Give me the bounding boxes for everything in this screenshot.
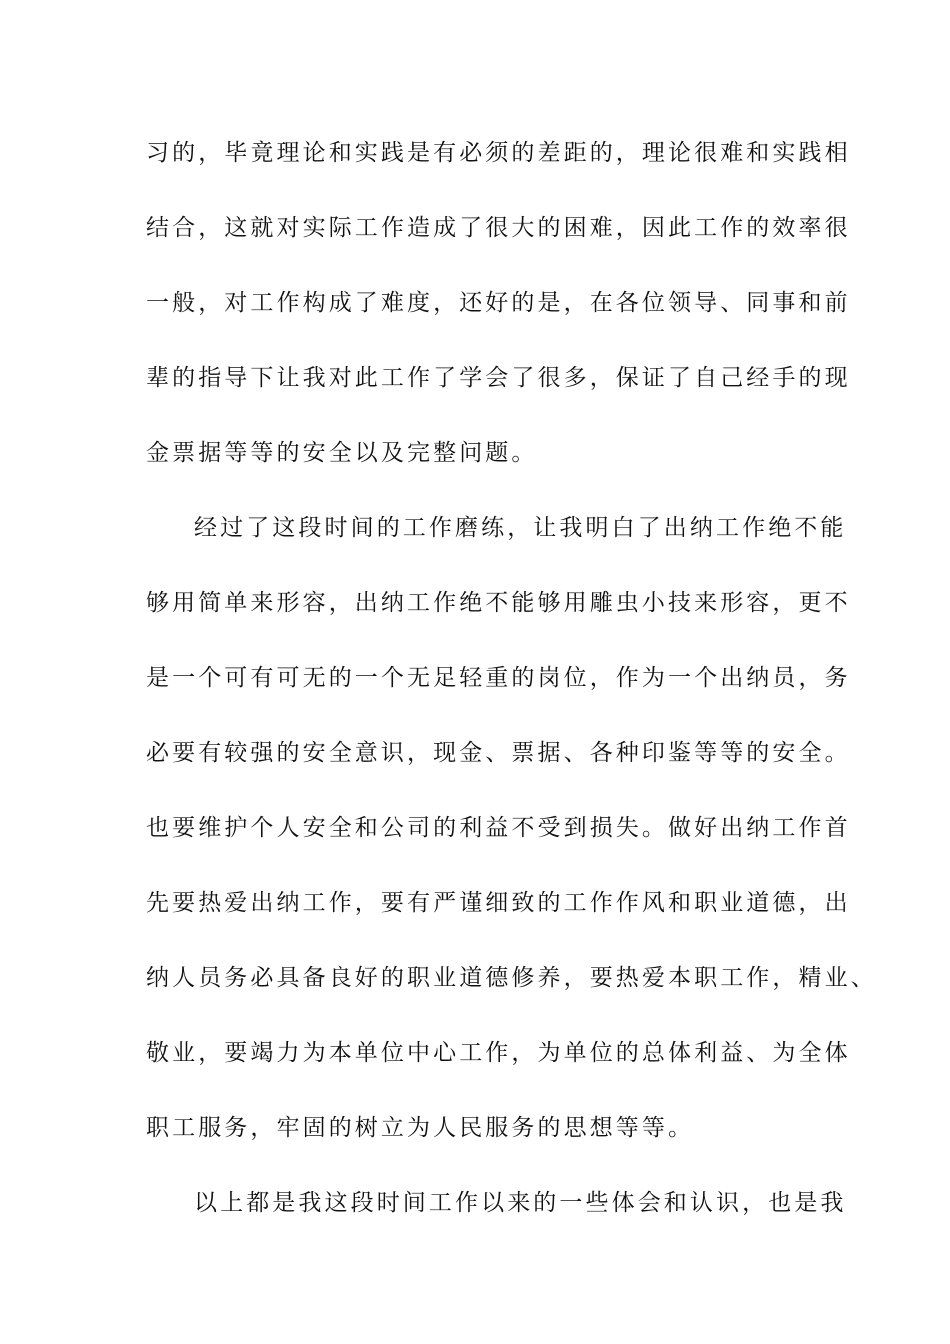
text-line: 是一个可有可无的一个无足轻重的岗位，作为一个出纳员，务	[146, 665, 851, 691]
text-line: 习的，毕竟理论和实践是有必须的差距的，理论很难和实践相	[146, 140, 851, 166]
paragraph-start-line: 经过了这段时间的工作磨练，让我明白了出纳工作绝不能	[194, 515, 847, 541]
paragraph-start-line: 以上都是我这段时间工作以来的一些体会和认识，也是我	[194, 1190, 847, 1216]
text-line: 够用简单来形容，出纳工作绝不能够用雕虫小技来形容，更不	[146, 590, 851, 616]
text-line: 金票据等等的安全以及完整问题。	[146, 440, 538, 466]
text-line: 先要热爱出纳工作，要有严谨细致的工作作风和职业道德，出	[146, 890, 851, 916]
text-line: 敬业，要竭力为本单位中心工作，为单位的总体利益、为全体	[146, 1040, 851, 1066]
document-body	[146, 132, 877, 1257]
text-line: 纳人员务必具备良好的职业道德修养，要热爱本职工作，精业、	[146, 965, 877, 991]
text-line: 也要维护个人安全和公司的利益不受到损失。做好出纳工作首	[146, 815, 851, 841]
text-line: 职工服务，牢固的树立为人民服务的思想等等。	[146, 1115, 695, 1141]
text-line: 辈的指导下让我对此工作了学会了很多，保证了自己经手的现	[146, 365, 851, 391]
text-line: 结合，这就对实际工作造成了很大的困难，因此工作的效率很	[146, 215, 851, 241]
text-line: 必要有较强的安全意识，现金、票据、各种印鉴等等的安全。	[146, 740, 851, 766]
text-line: 一般，对工作构成了难度，还好的是，在各位领导、同事和前	[146, 290, 851, 316]
